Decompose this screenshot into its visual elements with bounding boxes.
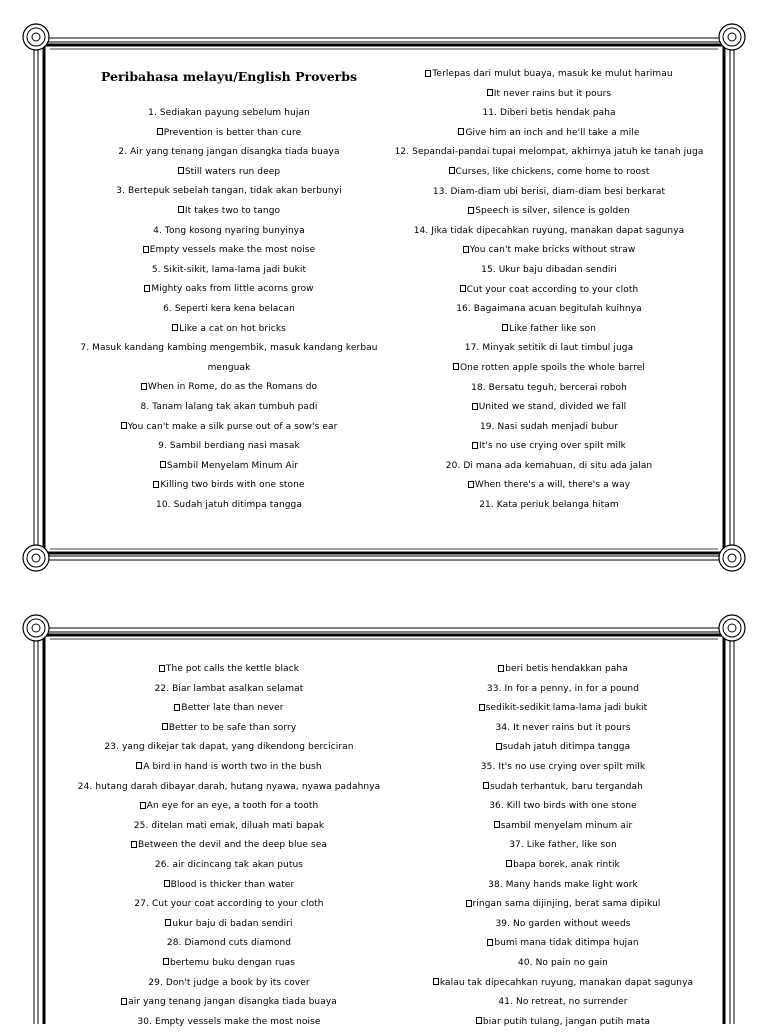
proverb-text: The pot calls the kettle black [165,664,300,674]
proverb-text: 6. Seperti kera kena belacan [163,303,295,314]
proverb-text: Cut your coat according to your cloth [466,284,639,295]
document-page-2 [0,600,768,1027]
proverb-text: 8. Tanam lalang tak akan tumbuh padi [140,401,318,412]
proverb-line [384,339,714,359]
proverb-line [398,680,728,700]
proverb-text: United we stand, divided we fall [478,402,627,413]
proverb-line [64,1013,394,1032]
proverb-line [64,300,394,320]
proverb-line [384,281,714,301]
proverb-line [64,359,394,379]
proverb-text: It's no use crying over spilt milk [479,441,626,452]
proverb-line [384,65,714,85]
proverb-line [384,241,714,261]
proverb-text: kalau tak dipecahkan ruyung, manakan dapat sagunya [439,977,694,988]
missing-glyph-box-icon [487,939,493,946]
proverb-line [64,974,394,994]
proverb-text: Better late than never [181,703,284,714]
proverb-text: 5. Sikit-sikit, lama-lama jadi bukit [151,264,307,275]
proverb-line [384,183,714,203]
proverb-line [384,437,714,457]
proverb-text: Sambil Menyelam Minum Air [166,460,299,471]
missing-glyph-box-icon [143,246,149,253]
proverb-line [398,876,728,896]
proverb-line [64,934,394,954]
proverb-text: 17. Minyak setitik di laut timbul juga [464,343,634,354]
proverb-line [64,856,394,876]
missing-glyph-box-icon [425,70,431,77]
proverb-line [64,241,394,261]
missing-glyph-box-icon [153,481,159,488]
missing-glyph-box-icon [178,206,184,213]
proverb-text: ringan sama dijinjing, berat sama dipikul [472,899,661,910]
proverb-line [384,496,714,516]
proverb-text: Terlepas dari mulut buaya, masuk ke mulut harimau [432,69,673,79]
page-title: Peribahasa melayu/English Proverbs [100,69,358,84]
proverb-text: 15. Ukur baju dibadan sendiri [481,264,617,275]
proverb-line [64,124,394,144]
proverb-line [64,320,394,340]
proverb-text: 9. Sambil berdiang nasi masak [158,441,300,452]
proverb-text: 21. Kata periuk belanga hitam [479,500,619,511]
proverb-line [64,680,394,700]
proverb-text: 23. yang dikejar tak dapat, yang dikendong berciciran [104,742,354,753]
proverb-text: It never rains but it pours [493,88,612,99]
proverb-text: sedikit-sedikit lama-lama jadi bukit [485,703,648,714]
proverb-text: 29. Don't judge a book by its cover [148,977,310,988]
proverb-line [64,339,394,359]
proverb-text: 37. Like father, like son [509,840,617,851]
proverb-list [64,660,394,1032]
missing-glyph-box-icon [178,167,184,174]
proverb-line [64,163,394,183]
proverb-line [64,398,394,418]
proverb-text: Mighty oaks from little acorns grow [151,284,314,295]
proverb-text: 22. Biar lambat asalkan selamat [154,683,304,694]
proverb-line [64,876,394,896]
proverb-text: You can't make a silk purse out of a sow's ear [127,421,338,432]
proverb-line [398,719,728,739]
proverb-line [384,320,714,340]
proverb-text: Killing two birds with one stone [160,480,305,491]
missing-glyph-box-icon [162,723,168,730]
proverb-line [64,104,394,124]
proverb-text: 16. Bagaimana acuan begitulah kuihnya [456,304,642,315]
proverb-line [398,836,728,856]
page1-right-column [384,65,714,516]
missing-glyph-box-icon [494,821,500,828]
page2-left-column [64,660,394,1032]
proverb-text: Prevention is better than cure [163,127,302,138]
missing-glyph-box-icon [472,403,478,410]
proverb-line [64,993,394,1013]
proverb-text: 13. Diam-diam ubi berisi, diam-diam besi berkarat [432,186,666,197]
proverb-text: 38. Many hands make light work [488,879,638,890]
missing-glyph-box-icon [174,704,180,711]
proverb-text: 35. It's no use crying over spilt milk [480,761,646,772]
proverb-text: bertemu buku dengan ruas [169,957,296,968]
missing-glyph-box-icon [463,246,469,253]
proverb-line [64,915,394,935]
proverb-line [64,797,394,817]
proverb-line [64,182,394,202]
missing-glyph-box-icon [164,880,170,887]
missing-glyph-box-icon [157,128,163,135]
proverb-line [398,817,728,837]
proverb-text: 11. Diberi betis hendak paha [482,108,616,119]
proverb-text: 19. Nasi sudah menjadi bubur [479,421,619,432]
proverb-list [384,65,714,516]
missing-glyph-box-icon [506,860,512,867]
proverb-text: 14. Jika tidak dipecahkan ruyung, manakan dapat sagunya [413,225,685,236]
proverb-line [398,954,728,974]
proverb-line [384,222,714,242]
proverb-text: Still waters run deep [184,166,281,177]
proverb-text: sudah terhantuk, baru tergandah [490,781,643,792]
proverb-text: 3. Bertepuk sebelah tangan, tidak akan berbunyi [116,186,342,197]
proverb-line [398,758,728,778]
missing-glyph-box-icon [487,89,493,96]
proverb-line [64,719,394,739]
missing-glyph-box-icon [172,324,178,331]
missing-glyph-box-icon [140,802,146,809]
proverb-line [398,797,728,817]
proverb-text: 30. Empty vessels make the most noise [137,1016,321,1027]
proverb-line [384,261,714,281]
proverb-line [64,457,394,477]
proverb-text: beri betis hendakkan paha [505,664,628,674]
missing-glyph-box-icon [468,207,474,214]
missing-glyph-box-icon [483,782,489,789]
proverb-line [64,261,394,281]
proverb-text: Curses, like chickens, come home to roost [455,166,650,177]
proverb-text: 10. Sudah jatuh ditimpa tangga [156,499,302,510]
proverb-text: Speech is silver, silence is golden [475,206,630,217]
proverb-text: Blood is thicker than water [170,879,295,890]
proverb-line [398,895,728,915]
proverb-line [398,856,728,876]
proverb-line [64,758,394,778]
proverb-line [64,817,394,837]
missing-glyph-box-icon [498,665,504,672]
proverb-text: ukur baju di badan sendiri [172,918,293,929]
proverb-line [384,398,714,418]
proverb-text: sudah jatuh ditimpa tangga [502,742,631,753]
missing-glyph-box-icon [121,422,127,429]
missing-glyph-box-icon [131,841,137,848]
proverb-text: sambil menyelam minum air [500,820,633,831]
missing-glyph-box-icon [165,919,171,926]
proverb-line [398,660,728,680]
missing-glyph-box-icon [163,958,169,965]
proverb-text: 36. Kill two birds with one stone [489,801,637,812]
proverb-line [384,476,714,496]
missing-glyph-box-icon [472,442,478,449]
proverb-text: bapa borek, anak rintik [513,859,620,870]
missing-glyph-box-icon [136,762,142,769]
missing-glyph-box-icon [502,324,508,331]
proverb-line [398,993,728,1013]
proverb-text: Like father like son [508,323,596,334]
missing-glyph-box-icon [121,998,127,1005]
proverb-text: air yang tenang jangan disangka tiada buaya [128,997,337,1008]
missing-glyph-box-icon [460,285,466,292]
proverb-text: 12. Sepandai-pandai tupai melompat, akhirnya jatuh ke tanah juga [394,147,704,158]
proverb-line [384,359,714,379]
missing-glyph-box-icon [468,481,474,488]
proverb-text: When in Rome, do as the Romans do [147,382,318,393]
proverb-list [64,104,394,515]
proverb-list [398,660,728,1032]
proverb-line [384,418,714,438]
proverb-text: An eye for an eye, a tooth for a tooth [146,801,319,812]
missing-glyph-box-icon [458,128,464,135]
missing-glyph-box-icon [466,900,472,907]
proverb-line [64,895,394,915]
proverb-text: 28. Diamond cuts diamond [166,938,292,949]
proverb-line [384,124,714,144]
proverb-line [64,437,394,457]
proverb-line [64,280,394,300]
proverb-line [64,202,394,222]
page1-left-column [64,68,394,515]
proverb-line [384,300,714,320]
proverb-text: 39. No garden without weeds [495,918,631,929]
proverb-line [64,778,394,798]
missing-glyph-box-icon [159,665,165,672]
proverb-line [398,915,728,935]
missing-glyph-box-icon [141,383,147,390]
proverb-text: You can't make bricks without straw [469,245,636,256]
proverb-text: 24. hutang darah dibayar darah, hutang nyawa, nyawa padahnya [77,781,381,792]
proverb-text: 40. No pain no gain [518,957,608,968]
proverb-line [64,836,394,856]
proverb-text: Between the devil and the deep blue sea [137,840,328,851]
proverb-line [64,660,394,680]
proverb-text: 34. It never rains but it pours [495,722,631,733]
proverb-line [64,418,394,438]
proverb-text: Empty vessels make the most noise [149,245,316,256]
proverb-text: 1. Sediakan payung sebelum hujan [148,108,310,118]
proverb-text: Give him an inch and he'll take a mile [465,127,640,138]
missing-glyph-box-icon [449,167,455,174]
proverb-line [398,778,728,798]
proverb-line [398,738,728,758]
missing-glyph-box-icon [433,978,439,985]
missing-glyph-box-icon [496,743,502,750]
proverb-line [398,934,728,954]
proverb-text: When there's a will, there's a way [474,480,631,491]
proverb-line [64,699,394,719]
proverb-text: biar putih tulang, jangan putih mata [482,1016,651,1027]
proverb-text: Like a cat on hot bricks [179,323,286,334]
missing-glyph-box-icon [476,1017,482,1024]
proverb-text: A bird in hand is worth two in the bush [143,761,322,772]
proverb-line [64,476,394,496]
proverb-text: 27. Cut your coat according to your cloth [134,899,324,910]
proverb-text: 41. No retreat, no surrender [498,997,628,1008]
proverb-text: 7. Masuk kandang kambing mengembik, masuk kandang kerbau [80,343,378,354]
proverb-line [398,1013,728,1032]
proverb-line [384,143,714,163]
proverb-text: 4. Tong kosong nyaring bunyinya [153,225,305,236]
proverb-line [64,496,394,516]
proverb-line [398,974,728,994]
proverb-line [384,85,714,105]
proverb-text: menguak [207,362,251,373]
proverb-line [384,202,714,222]
proverb-line [384,163,714,183]
proverb-text: 20. Di mana ada kemahuan, di situ ada jalan [445,460,653,471]
missing-glyph-box-icon [144,285,150,292]
proverb-line [64,738,394,758]
proverb-line [384,457,714,477]
proverb-text: bumi mana tidak ditimpa hujan [494,938,639,949]
missing-glyph-box-icon [479,704,485,711]
proverb-text: 18. Bersatu teguh, bercerai roboh [471,382,627,393]
proverb-text: 26. air dicincang tak akan putus [154,859,304,870]
proverb-line [384,379,714,399]
proverb-line [64,378,394,398]
page2-right-column [398,660,728,1032]
proverb-text: One rotten apple spoils the whole barrel [459,362,646,373]
proverb-line [64,143,394,163]
missing-glyph-box-icon [453,363,459,370]
proverb-text: It takes two to tango [184,205,281,216]
missing-glyph-box-icon [160,461,166,468]
proverb-text: Better to be safe than sorry [168,722,297,733]
proverb-text: 25. ditelan mati emak, diluah mati bapak [133,820,325,831]
proverb-line [384,104,714,124]
proverb-line [398,699,728,719]
proverb-line [64,222,394,242]
proverb-text: 2. Air yang tenang jangan disangka tiada buaya [118,147,340,158]
proverb-text: 33. In for a penny, in for a pound [486,683,640,694]
proverb-line [64,954,394,974]
